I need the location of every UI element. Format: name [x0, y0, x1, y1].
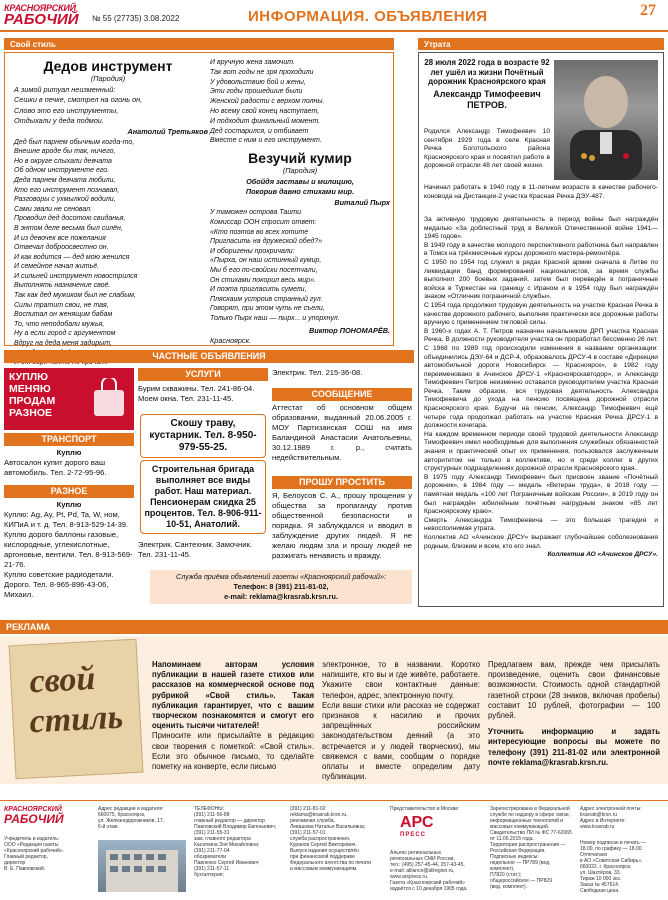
footer-phones: ТЕЛЕФОНЫ: (391) 211-56-88 главный редактор — директор Павловский Владимир Евгеньевич; (391) 211-55-31 зам. главного редактора Касаткина Зоя Михайловна; (391) 211-77-04 обозреватели Павленко Сергей Иванович; (391) 211-57-11 бухгалтерия;	[194, 806, 277, 878]
footer-moscow: Представительство в Москве:	[390, 806, 460, 812]
service-phone: Телефон: 8 (391) 211-81-02,	[233, 582, 329, 591]
footer-logo	[4, 806, 88, 825]
raznoe-heading: РАЗНОЕ	[4, 485, 134, 498]
logo-top-text: КРАСНОЯРСКИЙ	[4, 3, 76, 13]
header-rule	[0, 30, 668, 32]
portrait-photo	[554, 60, 658, 180]
bag-icon	[90, 378, 128, 418]
footer-email: Адрес электронной почты: krasrab@krsn.ru Адрес в Интернете: www.krasrab.ru	[580, 806, 642, 830]
transport-heading: ТРАНСПОРТ	[4, 433, 134, 446]
poem1-epigraph-author: Анатолий Третьяков	[127, 126, 208, 136]
footer-address: Адрес редакции и издателя: 660075, Красноярск, ул. Железнодорожников, 17, 6-й этаж.	[98, 806, 165, 830]
reklama-col3-text: Предлагаем вам, прежде чем присылать произведение, оценить свои финансовые возможности. Стоимость одной стандартной газетной строки (28 знаков, включая пробелы) составит 10 рублей, фотографии — 100 рублей.	[488, 660, 660, 721]
service-label: Служба приёма объявлений газеты «Красноярский рабочий»:	[176, 572, 386, 581]
ars-logo-text: АРС	[400, 814, 434, 831]
footer-phones-2: (391) 211-81-02 reklama@krasrab.krsn.ru, рекламная служба, Левашова Наталья Васильевна; (391) 211-57-01 служба распространения, Куранов Сергей Викторович. Выпуск издания осуществлён при финансовой поддержке Федерального агентства по печати и массовым коммуникациям.	[290, 806, 372, 872]
raznoe-ad-3: Куплю советские радиодетали. Дорого. Тел. 8-965-896-43-06, Михаил.	[4, 570, 114, 599]
poem1-title: Дедов инструмент	[43, 58, 173, 74]
obituary-signature: Коллектив АО «Ачинское ДРСУ».	[547, 551, 658, 559]
poem1-epigraph: А зимой ритуал неизменный: Сешки в печке, смотрел на огонь он, Слово это его инструменты, Отдыхали у деда подмои.	[14, 84, 143, 126]
section-svoi-stil: Свой стиль	[4, 38, 394, 50]
reklama-col2-text: электронное, то в названии. Коротко напишите, кто вы и где живёте, работаете. Укажите свои контактные данные: телефон, адрес, электронную почту.	[322, 660, 480, 700]
raznoe-ad-2: Куплю дорого баллоны газовые, кислородные, углекислотные, аргоновые, вентили. Тел. 8-913-569-21-76.	[4, 530, 133, 569]
prosh-heading: ПРОШУ ПРОСТИТЬ	[272, 476, 412, 489]
footer-print: Номер подписан в печать — 18.00, по графику — 18.00. Отпечатано в АО «Советская Сибирь», 660022, г. Красноярск, ул. Шахтёров, 33. Тираж 10 000 экз. Заказ № 457614. Свободная цена.	[580, 840, 646, 894]
svoi-stil-logo	[9, 639, 144, 780]
obituary-name: Александр Тимофеевич ПЕТРОВ.	[433, 88, 541, 110]
transport-ad: Автосалон купит дорого ваш автомобиль. Тел. 2-72-95-96.	[4, 458, 107, 477]
obituary-headline: 28 июля 2022 года в возрасте 92 лет ушёл из жизни Почётный дорожник Красноярского края	[424, 58, 550, 87]
poem2-subtitle: (Пародия)	[282, 166, 318, 175]
soobshchenie-text: Аттестат об основном общем образовании, выданный 20.06.2005 г. МОУ Партизанская СОШ на имя Баландиной Анастасии Анатольевны, 30.12.1989 г. р., считать недействительным.	[272, 403, 412, 462]
building-illustration	[98, 840, 186, 892]
poem2-title: Везучий кумир	[248, 150, 352, 166]
promo-block	[4, 368, 134, 430]
obituary-p1: Родился Александр Тимофеевич 10 сентября 1929 года в селе Красная Речка Боготольского района Красноярского края и посвятил работе в дорожной отрасли 48 лет своей жизни.	[424, 128, 550, 170]
soobshchenie-heading: СООБЩЕНИЕ	[272, 388, 412, 401]
obituary-p9: В 1975 году Александр Тимофеевич был присвоен звание «Почётный дорожник», в 1984 году — медаль «Ветеран труда», в 2018 году — памятная медаль «100 лет Пограничным войскам России», в 2019 году он был награждён юбилейным почётным нагрудным знаком «85 лет Красноярскому краю».	[424, 473, 658, 516]
raznoe-subheading: Куплю	[56, 500, 82, 509]
section-utrata: Утрата	[418, 38, 664, 50]
footer-ars: Альянс региональных региональных СМИ России, тел.: (495) 257-45-44, 257-43-45, e-mail: alliance@allregion.ru, www.arspress.ru. Газета «Красноярский рабочий» издаётся с 10 декабря 1905 года.	[390, 850, 468, 892]
service-box	[150, 570, 412, 604]
footer-rule	[0, 800, 668, 801]
building-photo	[98, 840, 186, 892]
obituary-p4: В 1949 году в качестве молодого перспективного работника был направлен в Томск на трёхмесячные курсы дорожного мастера-ремонтёра.	[424, 241, 658, 258]
obituary-p3: За активную трудовую деятельность в период войны был награждён медалью «За доблестный труд в Великой Отечественной войне 1941—1945 годов».	[424, 216, 658, 241]
obituary-p8: На каждом временном периоде своей трудовой деятельности Александр Тимофеевич имел необходимые для выполнения служебных обязанностей знания и практический опыт их применения, пользовался заслуженным авторитетом не только в коллективе, но и среди коллег в других структурных подразделениях дорожной отрасли Красноярского края.	[424, 430, 658, 473]
reklama-col2-text-b: Если ваши стихи или рассказ не содержат признаков к насилию и прочих запрещённых российским законодательством деяний (а это встречается и у людей творческих), мы свяжемся с вами, сообщим о порядке оплаты и вместе определим дату публикации.	[322, 700, 480, 782]
poem1-body: Дед был парнем обычным когда-то, Внешне вроде бы так, ничего, Но в округе слыхали девчата Об одном инструменте его. Деда парнем девчата любили, Кто его инструмент познавал, Разговоры с ухмылкой водили, Сами звали не сеновал. Проводил дед досотою свиданья, В энтом деле весьма был силён, И из девочек все пожелания Отвечал доброосвестно он. И как водится — дед мою женился И семейное начал житьё. И сильней инструмент новострился Выполнять назначение своё. Так как дед мужиком был не слабым, Силы тратит свои, не тая, Воспитал он женящим бабам То, что неподобали мужья, Ну а если город с аргументом Вдруг на деда меня задирыт,	[14, 138, 138, 348]
footer-logo-bottom: РАБОЧИЙ	[4, 812, 64, 826]
obituary-p6: С 1954 года продолжил трудовую деятельность на участке Красная Речка в качестве дорожного рабочего, выполняя практически все дорожные работы вручную с применением тягловой силы.	[424, 301, 658, 327]
footer-logo-top: КРАСНОЯРСКИЙ	[4, 806, 62, 813]
uslugi-heading: УСЛУГИ	[138, 368, 268, 381]
logo-word-1: свой	[28, 659, 97, 701]
poem-author: Виктор ПОНОМАРЁВ.	[308, 325, 390, 335]
section-reklama: РЕКЛАМА	[0, 620, 668, 634]
prosh-text: Я, Белоусов С. А., прошу прощения у общества за пропаганду против общественной безопасности и порядка. Я заблуждался и вводил в заблуждение других людей. Я не желаю людям зла и прошу людей не разжигать ненависть и вражду.	[272, 491, 412, 560]
obituary-p10: Смерть Александра Тимофеевича — это большая трагедия и невосполнимая утрата.	[424, 516, 658, 533]
promo-text: КУПЛЮ МЕНЯЮ ПРОДАМ РАЗНОЕ	[9, 371, 56, 419]
service-email: e-mail: reklama@krasrab.krsn.ru.	[224, 592, 338, 601]
transport-subheading: Куплю	[56, 448, 82, 457]
uslugi-ad-1: Бурим скважины. Тел. 241-86-04.	[138, 384, 255, 393]
newspaper-logo	[4, 3, 92, 29]
poem2-body: У таможен острова Таити Комиссар ООН спросит ответ: «Кто поэтов во всех хотите Пригласить на дружеской обед?» И оборигены прокричали: «Пырха, он наш истинный кумир, Мы б его по-свойски посетчали, Он стихами покорил весь мир». И поэта пригласить сумели, Пляскаим устроив странный гул. Говорят, при этом чуть не съели, Только Пырх наш — пырх... и упорхнул.	[210, 209, 340, 322]
electric-ad: Электрик. Сантехник. Замочник. Тел. 231-11-45.	[138, 540, 252, 559]
footer-registration: Зарегистрирована в Федеральной службе по надзору в сфере связи, информационных технологий и массовых коммуникаций. Свидетельство ПИ № ФС 77-62065 от 11.06.2015 года. Территория распространения — Российская Федерация. Подписные индексы: недельное — ПР789 (вед. комплект), П7820 (стат.); общероссийское — ПР829 (вед. комплект).	[490, 806, 572, 890]
ars-logo	[400, 814, 440, 848]
poem1-subtitle: (Пародия)	[90, 74, 126, 83]
reklama-col1-text: Приносите или присылайте в редакцию свои творения с пометкой: «Свой стиль». Если это обычное письмо, то сделайте пометку на конверте, если письмо	[152, 731, 314, 772]
raznoe-ad-1: Куплю: Ag, Ay, Pt, Pd, Ta, W, ном, КИПиА и т. д. Тел. 8-913-529-14-39.	[4, 510, 129, 529]
electric-ad-2: Электрик. Тел. 215-36-08.	[272, 368, 363, 377]
uslugi-ad-2: Моем окна. Тел. 231-11-45.	[138, 394, 234, 403]
obituary-p11: Коллектив АО «Ачинское ДРСУ» выражает глубочайшее соболезнования родным, близким и всем, кто его знал.	[424, 533, 658, 550]
reklama-col1-bold: Напоминаем авторам условия публикации в нашей газете стихов или рассказов на коммерческой основе под рубрикой «Свой стиль». Такая публикация гарантирует, что с вашим творческом познакомятся и смогут его оценить тысячи читателей!	[152, 660, 314, 731]
ad-box-construction: Строительная бригада выполняет все виды работ. Наш материал. Пенсионерам скидка 25 процентов. Тел. 8-906-911-10-51, Анатолий.	[140, 460, 266, 534]
poem2-epigraph-author: Виталий Пырх	[334, 197, 390, 207]
obituary-p7: В 1960-х годах А. Т. Петров назначен начальником ДРП участка Красная Речка. В должности руководителя участка он проработал бессменно 26 лет. С 1968 по 1989 год происходили изменения в названии организации: объединились ДЭУ-64 и ДСР-4, образовалось ДРСУ-4 в составе «Дирекции автомобильной дороги Новосибирск — Красноярск», в 1982 году переименовано в Ачинское ДРСУ-1 «Красноярскавтодор», и Александр Тимофеевич Петров неизменно оставался руководителем участка Красная Речка. Таким образом, вся трудовая деятельность Александра Тимофеевича до ухода на пенсию посвящена дорожной отрасли Красноярского края. Будучи на пенсии, Александр Тимофеевич ещё четыре года продолжал работать на участке Красная Речка ДРСУ-1 в должности кочегара.	[424, 327, 658, 430]
logo-bottom-text: РАБОЧИЙ	[4, 11, 79, 28]
ad-box-grass: Скошу траву, кустарник. Тел. 8-950-979-55-25.	[140, 414, 266, 458]
ars-logo-sub: ПРЕСС	[400, 832, 426, 838]
page-heading: ИНФОРМАЦИЯ. ОБЪЯВЛЕНИЯ	[248, 8, 488, 25]
poem-city: Красноярск.	[210, 336, 252, 346]
footer-founder: Учредитель и издатель: ООО «Редакция газеты «Красноярский рабочий». Главный редактор, директор В. Е. Павловский.	[4, 836, 64, 872]
section-chastnye: ЧАСТНЫЕ ОБЪЯВЛЕНИЯ	[4, 350, 414, 363]
obituary-p2: Начинал работать в 1940 году в 11-летнем возрасте в качестве рабочего-коновода на Дистанции-2 участка Красная Речка ДЭУ-487.	[424, 184, 658, 200]
logo-word-2: стиль	[28, 698, 124, 741]
poem1-continuation: И вручную жена замочит. Так вот годы не зря проходили У удовольствию бой и жены, Эти годы прошедшие были Женской радости с верхом полны. Но всему свой конец наступает, И подходит финальный момент. Дед состарился, и отбивает Вместе с ним и его инструмент.	[210, 59, 325, 145]
reklama-col3-contact: Уточнить информацию и задать интересующие вопросы вы можете по телефону (391) 211-81-02 или электронной почте reklama@krasrab.krsn.ru.	[488, 727, 660, 767]
portrait-illustration	[554, 60, 658, 180]
poem2-epigraph: Обойдя заставы и милицию, Покорив давно стихами мир.	[245, 176, 355, 197]
issue-number: № 55 (27735) 3.08.2022	[92, 14, 180, 23]
obituary-p5: С 1950 по 1954 год служил в рядах Красной армии сначала в Литве по ликвидации банд формирований националистов, за время службы выполнил 200 боевых заданий, затем был переведён в пограничные войска в Туркестан на границу с Ираном и в 1954 году был награждён знаком «Отличник пограничной службы».	[424, 258, 658, 301]
page-number: 27	[640, 2, 656, 19]
